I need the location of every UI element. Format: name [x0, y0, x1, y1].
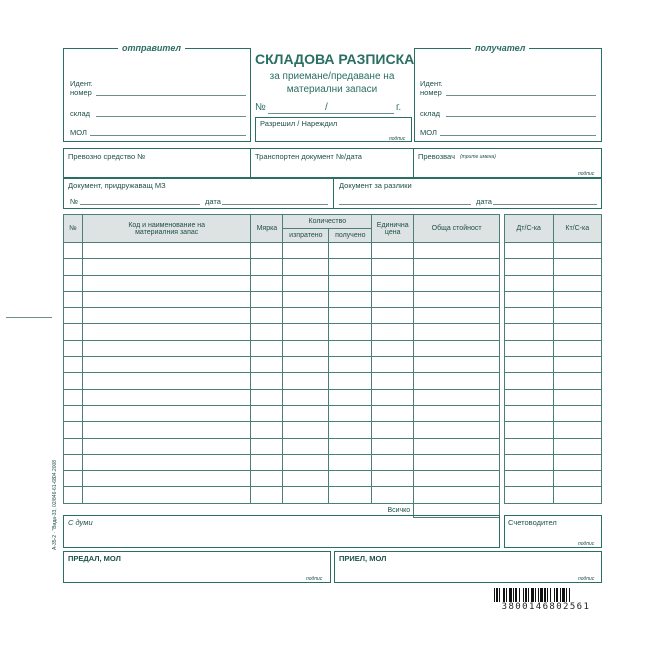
table-cell[interactable]	[414, 308, 500, 324]
account-cell[interactable]	[553, 243, 602, 259]
number-sign: №	[255, 102, 266, 113]
table-cell[interactable]	[251, 438, 283, 454]
table-cell[interactable]	[372, 373, 414, 389]
table-cell[interactable]	[414, 291, 500, 307]
table-cell[interactable]	[283, 487, 329, 503]
account-row	[505, 405, 602, 421]
table-cell[interactable]	[64, 308, 83, 324]
table-cell[interactable]	[64, 275, 83, 291]
table-cell[interactable]	[414, 487, 500, 503]
table-cell[interactable]	[283, 275, 329, 291]
col-total-header: Обща стойност	[414, 215, 500, 243]
table-cell[interactable]	[329, 324, 372, 340]
table-cell[interactable]	[372, 357, 414, 373]
barcode-digits: 3800146802561	[490, 602, 602, 612]
gave-label: ПРЕДАЛ, МОЛ	[68, 554, 121, 563]
table-cell[interactable]	[251, 389, 283, 405]
receiver-ident-line[interactable]	[446, 95, 596, 96]
received-label: ПРИЕЛ, МОЛ	[339, 554, 387, 563]
account-row	[505, 259, 602, 275]
table-cell[interactable]	[64, 340, 83, 356]
table-cell[interactable]	[414, 454, 500, 470]
accompanying-date-label: дата	[205, 197, 221, 206]
table-cell[interactable]	[64, 357, 83, 373]
accountant-signature: подпис	[578, 541, 595, 547]
table-cell[interactable]	[82, 275, 250, 291]
table-cell[interactable]	[64, 324, 83, 340]
table-cell[interactable]	[251, 405, 283, 421]
table-cell[interactable]	[251, 275, 283, 291]
account-cell[interactable]	[553, 405, 602, 421]
account-cell[interactable]	[553, 340, 602, 356]
account-cell[interactable]	[505, 275, 554, 291]
title-line-1: за приемане/предаване на	[269, 71, 395, 82]
table-cell[interactable]	[82, 422, 250, 438]
table-cell[interactable]	[64, 291, 83, 307]
receiver-mol-line[interactable]	[440, 135, 596, 136]
receiver-number-label: номер	[420, 88, 442, 97]
table-cell[interactable]	[283, 373, 329, 389]
table-cell[interactable]	[64, 438, 83, 454]
account-cell[interactable]	[505, 324, 554, 340]
table-cell[interactable]	[283, 357, 329, 373]
total-label: Всичко	[387, 507, 411, 514]
table-cell[interactable]	[251, 324, 283, 340]
account-cell[interactable]	[505, 340, 554, 356]
table-cell[interactable]	[372, 243, 414, 259]
accountant-label: Счетоводител	[508, 518, 557, 527]
table-cell[interactable]	[372, 487, 414, 503]
account-cell[interactable]	[505, 471, 554, 487]
table-cell[interactable]	[329, 373, 372, 389]
table-cell[interactable]	[414, 275, 500, 291]
col-code-header	[82, 215, 250, 243]
table-cell[interactable]	[64, 454, 83, 470]
accompanying-number-line[interactable]	[80, 204, 200, 205]
year-mark: г.	[396, 102, 402, 113]
differences-number-line[interactable]	[339, 204, 471, 205]
transport-doc-label: Транспортен документ №/дата	[255, 152, 362, 161]
account-cell[interactable]	[553, 389, 602, 405]
carrier-label: Превозвач	[418, 152, 455, 161]
table-cell[interactable]	[283, 471, 329, 487]
table-cell[interactable]	[414, 389, 500, 405]
permit-signature: подпис	[389, 136, 406, 142]
table-cell[interactable]	[82, 487, 250, 503]
accompanying-number-sign: №	[70, 197, 79, 206]
table-row	[64, 243, 500, 259]
table-cell[interactable]	[64, 487, 83, 503]
table-cell[interactable]	[283, 422, 329, 438]
account-row	[505, 487, 602, 503]
table-row	[64, 405, 500, 421]
col-code-header-line2: материалния запас	[135, 228, 199, 236]
account-cell[interactable]	[553, 422, 602, 438]
account-row	[505, 373, 602, 389]
accompanying-doc-label: Документ, придружаващ МЗ	[68, 181, 166, 190]
table-cell[interactable]	[372, 389, 414, 405]
carrier-signature: подпис	[578, 171, 595, 177]
table-cell[interactable]	[64, 243, 83, 259]
differences-doc-label: Документ за разлики	[339, 181, 412, 190]
col-kt-header: Кт/С-ка	[553, 215, 602, 243]
col-received-header: получено	[329, 229, 372, 243]
table-cell[interactable]	[251, 308, 283, 324]
table-cell[interactable]	[251, 259, 283, 275]
table-cell[interactable]	[64, 259, 83, 275]
account-cell[interactable]	[505, 389, 554, 405]
table-cell[interactable]	[251, 291, 283, 307]
account-cell[interactable]	[505, 438, 554, 454]
col-sent-header: изпратено	[283, 229, 329, 243]
col-unit-header: Мярка	[251, 215, 283, 243]
table-cell[interactable]	[414, 340, 500, 356]
table-cell[interactable]	[414, 405, 500, 421]
account-row	[505, 291, 602, 307]
sender-mol-line[interactable]	[90, 135, 246, 136]
sender-ident-line[interactable]	[96, 95, 246, 96]
table-cell[interactable]	[372, 324, 414, 340]
table-row	[64, 275, 500, 291]
table-cell[interactable]	[414, 259, 500, 275]
table-cell[interactable]	[82, 259, 250, 275]
account-cell[interactable]	[553, 454, 602, 470]
account-row	[505, 438, 602, 454]
account-row	[505, 324, 602, 340]
table-row	[64, 259, 500, 275]
table-cell[interactable]	[82, 373, 250, 389]
account-cell[interactable]	[505, 243, 554, 259]
table-cell[interactable]	[372, 259, 414, 275]
table-row	[64, 340, 500, 356]
table-cell[interactable]	[82, 454, 250, 470]
table-cell[interactable]	[329, 438, 372, 454]
transport-divider-1	[250, 148, 251, 178]
account-row	[505, 422, 602, 438]
transport-divider-2	[413, 148, 414, 178]
table-cell[interactable]	[329, 405, 372, 421]
table-cell[interactable]	[82, 357, 250, 373]
table-cell[interactable]	[329, 340, 372, 356]
table-cell[interactable]	[64, 405, 83, 421]
sender-mol-label: МОЛ	[70, 128, 87, 137]
receiver-mol-label: МОЛ	[420, 128, 437, 137]
table-cell[interactable]	[251, 454, 283, 470]
carrier-note: (трите имена)	[460, 154, 496, 160]
account-row	[505, 471, 602, 487]
account-row	[505, 275, 602, 291]
account-cell[interactable]	[505, 259, 554, 275]
table-cell[interactable]	[251, 471, 283, 487]
table-cell[interactable]	[251, 243, 283, 259]
vehicle-label: Превозно средство №	[68, 152, 146, 161]
table-cell[interactable]	[372, 471, 414, 487]
sender-ident-label: Идент.	[70, 79, 93, 88]
table-row	[64, 389, 500, 405]
words-box[interactable]	[63, 515, 500, 548]
table-cell[interactable]	[251, 373, 283, 389]
differences-date-line[interactable]	[493, 204, 597, 205]
table-cell[interactable]	[329, 422, 372, 438]
table-cell[interactable]	[372, 454, 414, 470]
table-cell[interactable]	[329, 471, 372, 487]
table-cell[interactable]	[372, 275, 414, 291]
receiver-warehouse-line[interactable]	[446, 116, 596, 117]
account-cell[interactable]	[553, 487, 602, 503]
account-cell[interactable]	[505, 373, 554, 389]
margin-mark	[6, 317, 52, 318]
account-cell[interactable]	[505, 405, 554, 421]
col-code-header-line1: Код и наименование на	[128, 221, 206, 229]
account-cell[interactable]	[505, 291, 554, 307]
table-cell[interactable]	[64, 422, 83, 438]
account-cell[interactable]	[553, 471, 602, 487]
receiver-heading: получател	[471, 43, 529, 53]
account-row	[505, 357, 602, 373]
table-cell[interactable]	[414, 357, 500, 373]
account-row	[505, 243, 602, 259]
accounts-table	[504, 214, 602, 504]
table-cell[interactable]	[372, 308, 414, 324]
table-cell[interactable]	[64, 389, 83, 405]
account-cell[interactable]	[505, 308, 554, 324]
table-cell[interactable]	[283, 243, 329, 259]
col-dt-header: Дт/С-ка	[505, 215, 554, 243]
receiver-ident-label: Идент.	[420, 79, 443, 88]
table-cell[interactable]	[372, 340, 414, 356]
account-cell[interactable]	[553, 275, 602, 291]
table-cell[interactable]	[414, 422, 500, 438]
sender-warehouse-line[interactable]	[96, 116, 246, 117]
table-row	[64, 487, 500, 503]
table-cell[interactable]	[283, 291, 329, 307]
side-date-text: 04.2008	[52, 459, 58, 478]
table-cell[interactable]	[329, 357, 372, 373]
words-label: С думи	[68, 518, 93, 527]
col-no-header: №	[64, 215, 83, 243]
account-row	[505, 340, 602, 356]
account-cell[interactable]	[505, 422, 554, 438]
table-row	[64, 373, 500, 389]
table-cell[interactable]	[251, 422, 283, 438]
table-cell[interactable]	[372, 438, 414, 454]
sender-heading: отправител	[118, 43, 185, 53]
table-cell[interactable]	[414, 324, 500, 340]
table-cell[interactable]	[329, 291, 372, 307]
received-signature: подпис	[578, 576, 595, 582]
side-code-text: А-35-2 · "Вида-33, 02/846-61-68	[52, 477, 58, 550]
table-cell[interactable]	[372, 422, 414, 438]
table-cell[interactable]	[283, 324, 329, 340]
account-cell[interactable]	[553, 357, 602, 373]
table-row	[64, 308, 500, 324]
items-table	[63, 214, 500, 518]
table-cell[interactable]	[329, 487, 372, 503]
table-cell[interactable]	[283, 405, 329, 421]
sender-number-label: номер	[70, 88, 92, 97]
table-cell[interactable]	[414, 471, 500, 487]
table-row	[64, 324, 500, 340]
table-cell[interactable]	[372, 405, 414, 421]
table-row	[64, 471, 500, 487]
receiver-warehouse-label: склад	[420, 109, 441, 118]
table-cell[interactable]	[329, 259, 372, 275]
col-qty-header: Количество	[283, 215, 372, 229]
table-cell[interactable]	[329, 454, 372, 470]
account-cell[interactable]	[553, 324, 602, 340]
table-row	[64, 357, 500, 373]
title-line-2: материални запаси	[286, 84, 378, 95]
account-cell[interactable]	[553, 373, 602, 389]
account-cell[interactable]	[505, 357, 554, 373]
table-cell[interactable]	[283, 454, 329, 470]
document-title: СКЛАДОВА РАЗПИСКА	[255, 51, 415, 67]
differences-date-label: дата	[476, 197, 492, 206]
table-cell[interactable]	[414, 373, 500, 389]
table-cell[interactable]	[82, 471, 250, 487]
table-cell[interactable]	[82, 438, 250, 454]
table-cell[interactable]	[64, 373, 83, 389]
table-cell[interactable]	[82, 324, 250, 340]
table-cell[interactable]	[82, 291, 250, 307]
table-cell[interactable]	[414, 438, 500, 454]
account-cell[interactable]	[553, 308, 602, 324]
table-row	[64, 422, 500, 438]
gave-signature: подпис	[306, 576, 323, 582]
table-cell[interactable]	[372, 291, 414, 307]
slash: /	[325, 102, 328, 113]
table-cell[interactable]	[82, 389, 250, 405]
table-cell[interactable]	[329, 275, 372, 291]
table-cell[interactable]	[283, 389, 329, 405]
account-cell[interactable]	[505, 487, 554, 503]
account-cell[interactable]	[553, 259, 602, 275]
doc-number-line[interactable]	[268, 113, 394, 114]
table-cell[interactable]	[329, 243, 372, 259]
table-cell[interactable]	[82, 340, 250, 356]
account-cell[interactable]	[505, 454, 554, 470]
permit-label: Разрешил / Нареждил	[260, 119, 338, 128]
table-row	[64, 291, 500, 307]
table-cell[interactable]	[414, 243, 500, 259]
table-cell[interactable]	[283, 438, 329, 454]
table-cell[interactable]	[283, 259, 329, 275]
table-cell[interactable]	[64, 471, 83, 487]
account-cell[interactable]	[553, 438, 602, 454]
table-cell[interactable]	[82, 243, 250, 259]
table-cell[interactable]	[283, 308, 329, 324]
account-row	[505, 389, 602, 405]
table-cell[interactable]	[329, 389, 372, 405]
docs-divider	[333, 178, 334, 209]
accompanying-date-line[interactable]	[222, 204, 328, 205]
table-row	[64, 454, 500, 470]
table-row	[64, 438, 500, 454]
col-price-header-line1: Единична	[376, 221, 409, 229]
account-row	[505, 454, 602, 470]
col-price-header-line2: цена	[384, 228, 401, 236]
col-price-header	[372, 215, 414, 243]
table-cell[interactable]	[251, 340, 283, 356]
account-row	[505, 308, 602, 324]
account-cell[interactable]	[553, 291, 602, 307]
table-cell[interactable]	[82, 308, 250, 324]
table-cell[interactable]	[82, 405, 250, 421]
table-cell[interactable]	[283, 340, 329, 356]
table-cell[interactable]	[251, 357, 283, 373]
sender-warehouse-label: склад	[70, 109, 91, 118]
table-cell[interactable]	[251, 487, 283, 503]
table-cell[interactable]	[329, 308, 372, 324]
